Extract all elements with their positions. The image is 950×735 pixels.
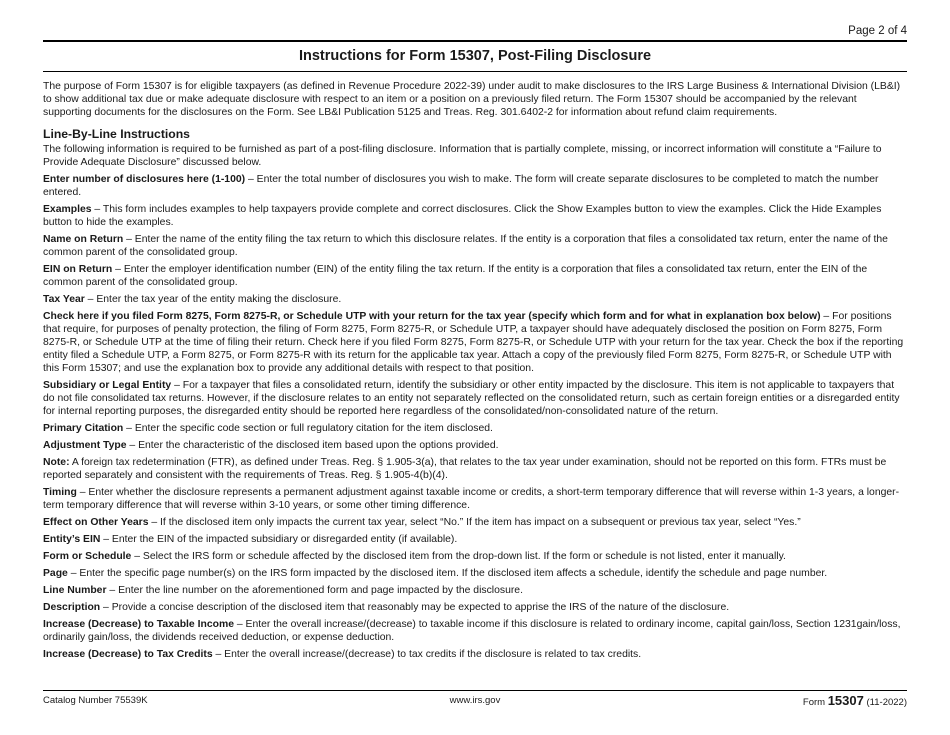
instruction-text: – Enter the employer identification number (EIN) of the entity filing the tax return. If the entity is a corporation that files a consolidated tax return, enter the EIN of the common parent of the consolidated group. (43, 264, 868, 288)
instruction-item (43, 439, 907, 452)
instruction-item (43, 173, 907, 199)
catalog-number: Catalog Number 75539K (43, 695, 148, 706)
instruction-term: Enter number of disclosures here (1-100) (43, 174, 246, 185)
title-rule (43, 71, 907, 72)
page-footer (43, 695, 907, 711)
instruction-text: – Enter the specific page number(s) on the IRS form impacted by the disclosed item. If the disclosed item affects a schedule, identify the schedule and page number. (67, 568, 828, 579)
instruction-text: – Enter the name of the entity filing the tax return to which this disclosure relates. If the entity is a corporation that files a consolidated tax return, enter the name of the common parent of the consolidated group. (43, 234, 888, 258)
instruction-text: – Enter the overall increase/(decrease) to tax credits if the disclosure is related to tax credits. (212, 649, 642, 660)
note-label: Note: (43, 457, 70, 468)
instruction-text: – Provide a concise description of the disclosed item that reasonably may be expected to apprise the IRS of the nature of the disclosure. (100, 602, 730, 613)
instruction-item (43, 567, 907, 580)
instruction-item (43, 601, 907, 614)
form-revision: (11-2022) (866, 697, 907, 708)
instruction-text: – Enter the overall increase/(decrease) to taxable income if this disclosure is related to ordinary income, capital gain/loss, Section 1231gain/loss, ordinarily gain/loss, the dividends received deduction, or expense deduction. (43, 619, 901, 643)
instruction-term: Entity’s EIN (43, 534, 101, 545)
instruction-item (43, 550, 907, 563)
instruction-term: EIN on Return (43, 264, 113, 275)
form-number: 15307 (827, 693, 864, 708)
instruction-note (43, 456, 907, 482)
footer-rule (43, 690, 907, 691)
instruction-item (43, 203, 907, 229)
note-text: A foreign tax redetermination (FTR), as defined under Treas. Reg. § 1.905-3(a), that relates to the tax year under examination, should not be reported on this form. FTRs must be reported separately and consistent with the requirements of Treas. Reg. § 1.905-4(b)(4). (43, 457, 887, 481)
form-id (803, 693, 907, 708)
instruction-text: – Enter the EIN of the impacted subsidiary or disregarded entity (if available). (100, 534, 458, 545)
intro-paragraph: The purpose of Form 15307 is for eligible taxpayers (as defined in Revenue Procedure 2022-39) under audit to make disclosures to the IRS Large Business & International Division (LB&I) to show additional tax due or make adequate disclosure with respect to an item or a position on a previously filed return. The Form 15307 should be accompanied by the relevant supporting documents for the disclosures on the Form. See LB&I Publication 5125 and Treas. Reg. 301.6402-2 for information about refund claim requirements. (43, 81, 901, 118)
instruction-text: – Enter whether the disclosure represents a permanent adjustment against taxable income or credits, a short-term temporary difference that will reverse within 1-3 years, a longer-term temporary difference that will reverse within 3-10 years, or some other timing difference. (43, 487, 900, 511)
instruction-term: Subsidiary or Legal Entity (43, 380, 172, 391)
instruction-term: Page (43, 568, 68, 579)
instruction-item (43, 293, 907, 306)
instruction-text: – Enter the line number on the aforementioned form and page impacted by the disclosure. (106, 585, 523, 596)
instruction-item (43, 516, 907, 529)
instruction-text: – Select the IRS form or schedule affected by the disclosed item from the drop-down list. If the form or schedule is not listed, enter it manually. (131, 551, 786, 562)
instruction-item (43, 310, 907, 375)
instruction-term: Form or Schedule (43, 551, 132, 562)
instruction-item (43, 233, 907, 259)
instruction-text: – This form includes examples to help taxpayers provide complete and correct disclosures. Click the Show Examples button to view the examples. Click the Hide Examples button to hide the examples. (43, 204, 882, 228)
instruction-term: Adjustment Type (43, 440, 127, 451)
instruction-item (43, 486, 907, 512)
form-label: Form (802, 697, 826, 708)
instruction-item (43, 533, 907, 546)
instruction-item (43, 648, 907, 661)
section-lead: The following information is required to be furnished as part of a post-filing disclosure. Information that is partially complete, missing, or incorrect information will constitute a “Failure to Provide Adequate Disclosure” discussed below. (43, 144, 882, 168)
website-link[interactable]: www.irs.gov (449, 695, 501, 706)
instruction-item (43, 422, 907, 435)
instruction-text: – Enter the total number of disclosures you wish to make. The form will create separate disclosures to be completed to match the number entered. (43, 174, 879, 198)
instruction-term: Timing (43, 487, 77, 498)
instruction-text: – For a taxpayer that files a consolidated return, identify the subsidiary or other entity impacted by the disclosure. This item is not applicable to taxpayers that do not file consolidated tax returns. However, if the disclosure relates to an entity not separately reflected on the consolidated return, such as certain foreign entities or a disregarded entity for internal reporting purposes, the disregarded entity should be reported here regardless of the consolidated/non-consolidated nature of the return. (43, 380, 900, 417)
instruction-text: – If the disclosed item only impacts the current tax year, select “No.” If the item has impact on a subsequent or previous tax year, select “Yes.” (148, 517, 801, 528)
instruction-term: Examples (43, 204, 92, 215)
instruction-text: – Enter the specific code section or full regulatory citation for the item disclosed. (123, 423, 493, 434)
instruction-text: – Enter the characteristic of the disclosed item based upon the options provided. (126, 440, 499, 451)
instruction-item (43, 379, 907, 418)
instruction-term: Name on Return (43, 234, 124, 245)
instruction-term: Increase (Decrease) to Tax Credits (43, 649, 213, 660)
section-heading: Line-By-Line Instructions (43, 127, 190, 141)
instruction-term: Increase (Decrease) to Taxable Income (43, 619, 234, 630)
instruction-text: – Enter the tax year of the entity making the disclosure. (84, 294, 342, 305)
page-number: Page 2 of 4 (848, 25, 907, 37)
instruction-text: – For positions that require, for purposes of penalty protection, the filing of Form 8275, Form 8275-R, or Schedule UTP, a taxpayer should have adequately disclosed the position on Form 8275, Form 8275-R, or Schedule UTP at the time of filing their return. Check here if you filed Form 8275, Form 8275-R, or Schedule UTP with your return for the tax year. Check the box if the reporting entity filed a Schedule UTP, a Form 8275, or Form 8275-R with its return for the applicable tax year. Attach a copy of the previously filed Form 8275, Form 8275-R, or Schedule UTP with this Form 15307; and use the explanation box to provide any additional details with respect to that position. (43, 311, 904, 374)
instruction-item (43, 618, 907, 644)
instruction-term: Check here if you filed Form 8275, Form 8275-R, or Schedule UTP with your return for the tax year (specify which form and for what in explanation box below) (43, 311, 821, 322)
instruction-term: Effect on Other Years (43, 517, 149, 528)
instruction-item (43, 263, 907, 289)
instruction-term: Tax Year (43, 294, 85, 305)
instruction-item (43, 584, 907, 597)
instruction-term: Primary Citation (43, 423, 124, 434)
instruction-term: Description (43, 602, 101, 613)
instruction-term: Line Number (43, 585, 107, 596)
page-title: Instructions for Form 15307, Post-Filing Disclosure (298, 48, 652, 64)
top-rule (43, 40, 907, 42)
instructions-body (43, 80, 907, 665)
